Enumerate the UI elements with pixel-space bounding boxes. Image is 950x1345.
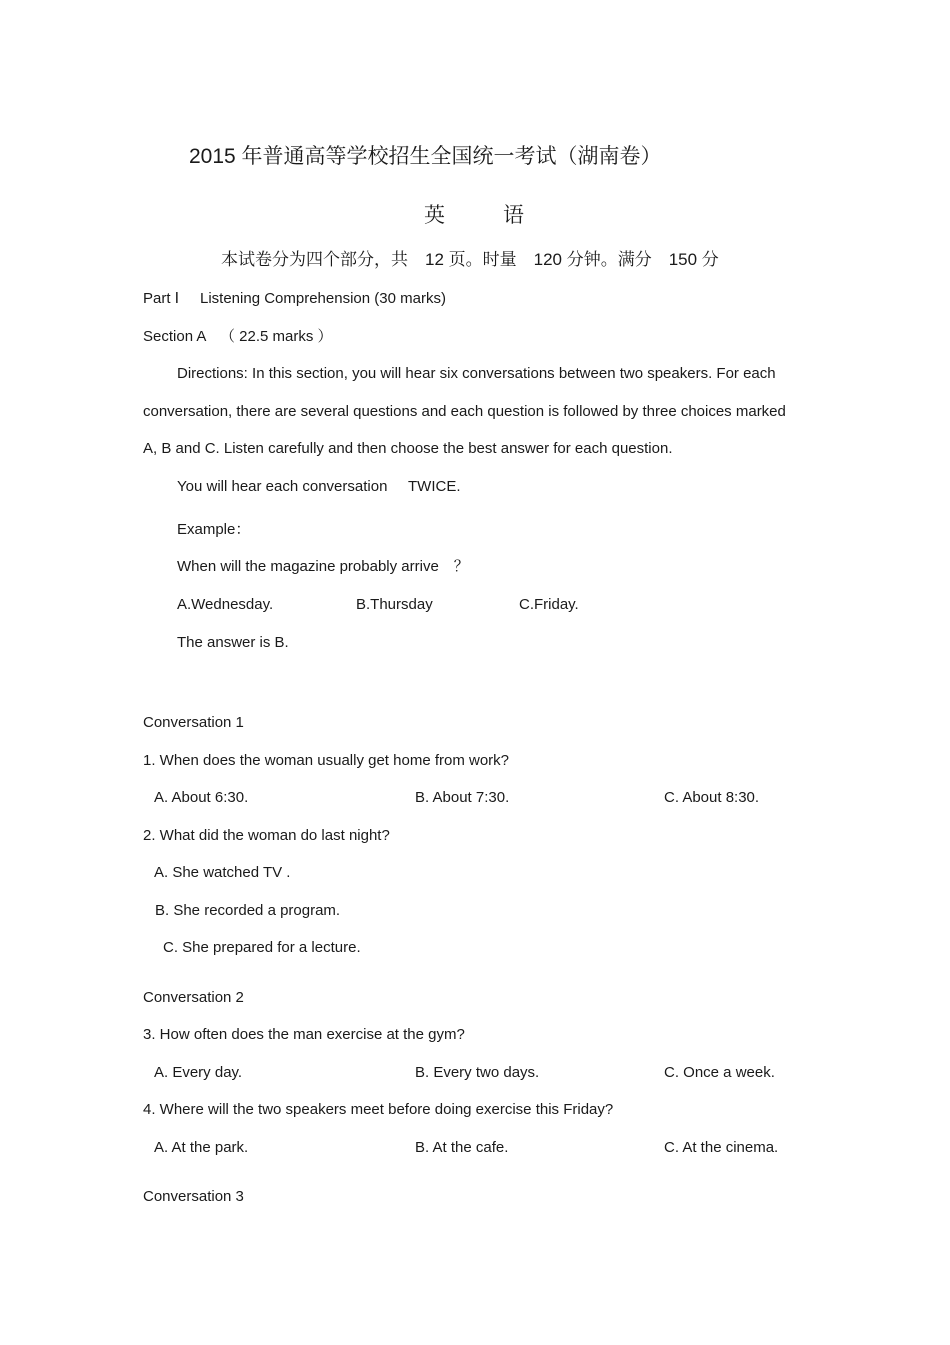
example-choice-b: B.Thursday	[356, 596, 433, 613]
question-3-choice-a: A. Every day.	[154, 1064, 243, 1081]
question-1: 1. When does the woman usually get home from work?	[143, 752, 510, 769]
example-answer: The answer is B.	[177, 634, 289, 651]
example-choice-c: C.Friday.	[519, 596, 579, 613]
question-2-choice-a: A. She watched TV .	[154, 864, 291, 881]
hear-twice: TWICE.	[408, 478, 461, 495]
directions-line-2: conversation, there are several questions and each question is followed by three choices marked	[143, 403, 786, 420]
section-marks: （ 22.5 marks ）	[220, 328, 333, 345]
part-title: Listening Comprehension (30 marks)	[200, 290, 446, 307]
example-label: Example：	[177, 521, 251, 538]
question-4-choice-b: B. At the cafe.	[415, 1139, 509, 1156]
conversation-title: Conversation 3	[143, 1188, 244, 1205]
directions-line-1: Directions: In this section, you will hear six conversations between two speakers. For each	[177, 365, 776, 382]
question-1-choice-b: B. About 7:30.	[415, 789, 510, 806]
example-choice-a: A.Wednesday.	[177, 596, 274, 613]
exam-title: 2015 年普通高等学校招生全国统一考试（湖南卷）	[189, 145, 662, 168]
exam-intro: 本试卷分为四个部分，共 12 页。时量 120 分钟。满分 150 分	[221, 250, 719, 269]
question-2-choice-c: C. She prepared for a lecture.	[163, 939, 361, 956]
question-3-choice-c: C. Once a week.	[664, 1064, 775, 1081]
subject-char-1: 英	[424, 204, 445, 227]
question-3-choice-b: B. Every two days.	[415, 1064, 540, 1081]
section-label: Section A	[143, 328, 207, 345]
directions-line-3: A, B and C. Listen carefully and then choose the best answer for each question.	[143, 440, 673, 457]
part-label: Part Ⅰ	[143, 290, 180, 307]
question-3: 3. How often does the man exercise at the gym?	[143, 1026, 465, 1043]
conversation-title: Conversation 1	[143, 714, 244, 731]
example-question: When will the magazine probably arrive ？	[177, 558, 469, 575]
question-1-choice-a: A. About 6:30.	[154, 789, 249, 806]
question-2: 2. What did the woman do last night?	[143, 827, 390, 844]
question-2-choice-b: B. She recorded a program.	[155, 902, 341, 919]
question-4: 4. Where will the two speakers meet before doing exercise this Friday?	[143, 1101, 614, 1118]
hear-instruction: You will hear each conversation	[177, 478, 388, 495]
question-4-choice-a: A. At the park.	[154, 1139, 249, 1156]
conversation-title: Conversation 2	[143, 989, 244, 1006]
question-1-choice-c: C. About 8:30.	[664, 789, 760, 806]
subject-char-2: 语	[503, 204, 524, 227]
question-4-choice-c: C. At the cinema.	[664, 1139, 779, 1156]
